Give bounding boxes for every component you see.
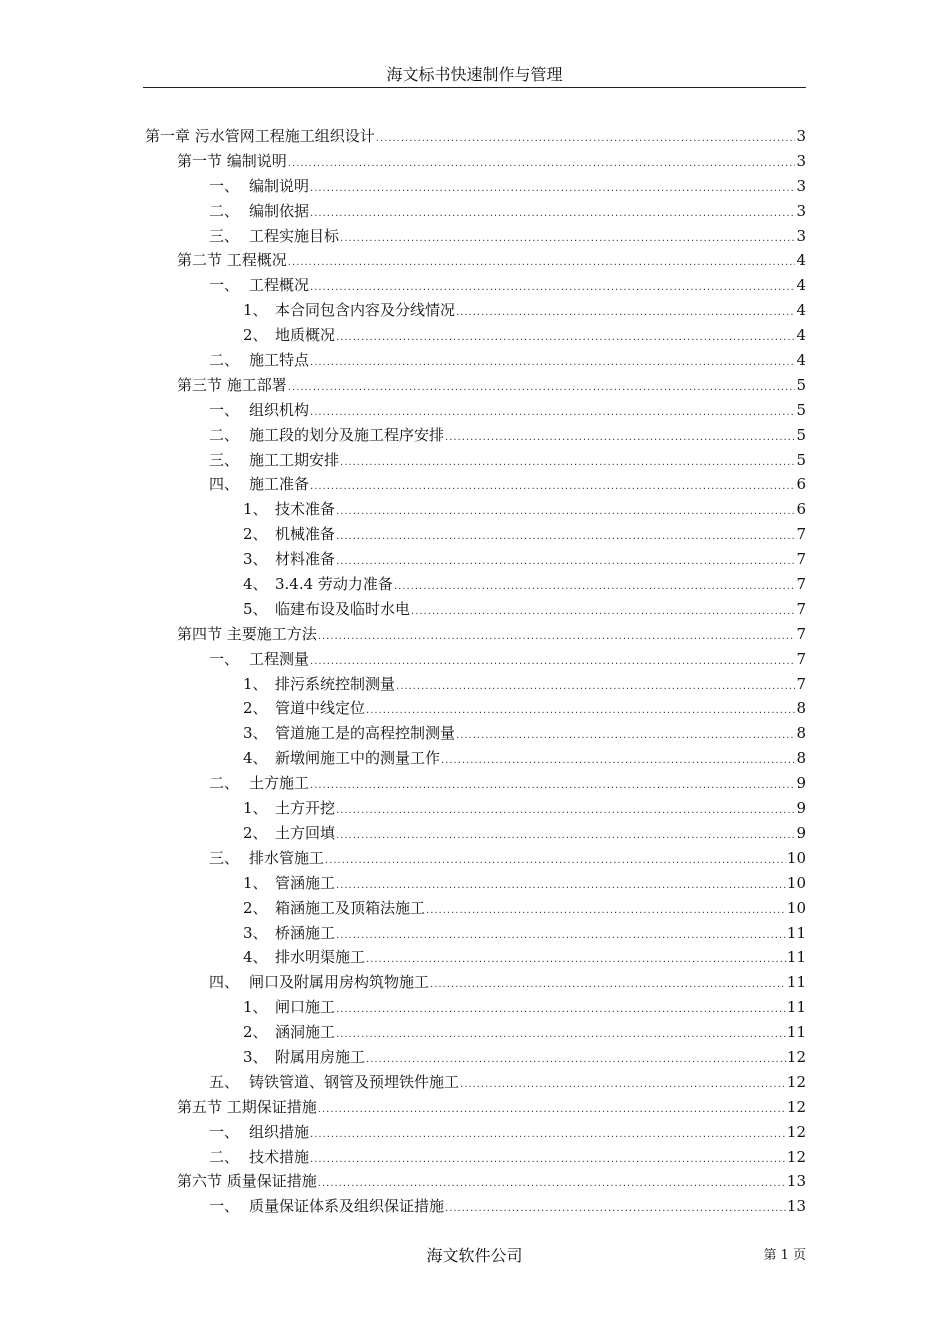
toc-entry-page: 13 — [786, 1172, 806, 1191]
toc-entry-page: 5 — [796, 425, 806, 444]
toc-entry-number: 一、 — [209, 1197, 240, 1216]
toc-entry-title: 编制依据 — [249, 201, 310, 220]
toc-entry-number: 四、 — [209, 475, 240, 494]
toc-entry[interactable] — [143, 746, 806, 771]
toc-entry-number: 2、 — [243, 326, 268, 345]
toc-entry-number: 五、 — [209, 1072, 240, 1091]
toc-dot-leader — [340, 451, 795, 476]
toc-dot-leader — [336, 824, 795, 849]
toc-entry[interactable] — [143, 896, 806, 921]
toc-entry-page: 7 — [796, 624, 806, 643]
toc-entry-title: 土方回填 — [275, 823, 336, 842]
toc-entry-page: 3 — [796, 201, 806, 220]
toc-dot-leader — [336, 1023, 786, 1048]
toc-entry-title: 组织措施 — [249, 1122, 310, 1141]
toc-entry-page: 6 — [796, 475, 806, 494]
toc-dot-leader — [456, 724, 795, 749]
toc-entry-page: 4 — [796, 351, 806, 370]
toc-entry[interactable] — [143, 273, 806, 298]
toc-entry-page: 12 — [786, 1147, 806, 1166]
toc-entry-page: 4 — [796, 301, 806, 320]
toc-dot-leader — [394, 575, 795, 600]
toc-dot-leader — [310, 202, 795, 227]
toc-entry[interactable] — [143, 149, 806, 174]
toc-dot-leader — [310, 1123, 786, 1148]
toc-entry-title: 土方开挖 — [275, 799, 336, 818]
toc-entry-page: 9 — [796, 823, 806, 842]
toc-entry-page: 8 — [796, 699, 806, 718]
toc-entry[interactable] — [143, 821, 806, 846]
toc-entry-title: 排水明渠施工 — [275, 948, 366, 967]
toc-entry-number: 2、 — [243, 898, 268, 917]
toc-entry-title: 第四节 主要施工方法 — [177, 624, 317, 643]
toc-entry[interactable] — [143, 174, 806, 199]
toc-dot-leader — [336, 998, 786, 1023]
toc-entry[interactable] — [143, 323, 806, 348]
toc-entry-title: 工程概况 — [249, 276, 310, 295]
toc-entry-number: 3、 — [243, 1047, 268, 1066]
page-header-title: 海文标书快速制作与管理 — [386, 65, 563, 84]
toc-entry[interactable] — [143, 1120, 806, 1145]
toc-entry-page: 9 — [796, 799, 806, 818]
footer-company: 海文软件公司 — [426, 1246, 523, 1265]
toc-entry-number: 三、 — [209, 848, 240, 867]
toc-entry[interactable] — [143, 970, 806, 995]
toc-entry-title: 机械准备 — [275, 525, 336, 544]
toc-entry-title: 管涵施工 — [275, 873, 336, 892]
toc-dot-leader — [445, 1197, 786, 1222]
toc-entry[interactable] — [143, 871, 806, 896]
toc-entry-number: 2、 — [243, 699, 268, 718]
toc-dot-leader — [336, 500, 795, 525]
toc-entry-page: 10 — [786, 848, 806, 867]
toc-entry[interactable] — [143, 622, 806, 647]
toc-entry-page: 4 — [796, 251, 806, 270]
toc-entry-number: 一、 — [209, 1122, 240, 1141]
toc-entry[interactable] — [143, 472, 806, 497]
toc-entry-page: 7 — [796, 575, 806, 594]
toc-entry-title: 新墩闸施工中的测量工作 — [275, 749, 441, 768]
toc-entry-page: 8 — [796, 724, 806, 743]
toc-entry[interactable] — [143, 199, 806, 224]
toc-entry-number: 1、 — [243, 799, 268, 818]
toc-entry-title: 第一节 编制说明 — [177, 151, 287, 170]
toc-dot-leader — [460, 1073, 786, 1098]
toc-entry-title: 施工准备 — [249, 475, 310, 494]
toc-entry-page: 3 — [796, 127, 806, 145]
toc-entry[interactable] — [143, 522, 806, 547]
toc-entry-title: 质量保证体系及组织保证措施 — [249, 1197, 445, 1216]
toc-entry-page: 5 — [796, 450, 806, 469]
toc-entry-page: 9 — [796, 774, 806, 793]
toc-entry-number: 四、 — [209, 973, 240, 992]
toc-entry-number: 1、 — [243, 500, 268, 519]
toc-entry-title: 第六节 质量保证措施 — [177, 1172, 317, 1191]
toc-entry[interactable] — [143, 298, 806, 323]
toc-entry[interactable] — [143, 373, 806, 398]
toc-dot-leader — [445, 426, 795, 451]
toc-entry-page: 5 — [796, 400, 806, 419]
toc-dot-leader — [288, 152, 795, 177]
toc-entry-number: 一、 — [209, 400, 240, 419]
toc-entry-title: 闸口及附属用房构筑物施工 — [249, 973, 430, 992]
toc-dot-leader — [318, 625, 795, 650]
toc-entry[interactable] — [143, 597, 806, 622]
toc-entry-number: 三、 — [209, 450, 240, 469]
toc-entry-title: 组织机构 — [249, 400, 310, 419]
toc-dot-leader — [430, 973, 786, 998]
toc-entry-number: 二、 — [209, 425, 240, 444]
toc-entry-number: 1、 — [243, 674, 268, 693]
toc-entry-number: 二、 — [209, 774, 240, 793]
toc-dot-leader — [336, 550, 795, 575]
toc-entry-title: 附属用房施工 — [275, 1047, 366, 1066]
toc-entry-title: 技术准备 — [275, 500, 336, 519]
toc-entry-page: 7 — [796, 599, 806, 618]
toc-entry[interactable] — [143, 696, 806, 721]
toc-entry-title: 编制说明 — [249, 176, 310, 195]
toc-dot-leader — [456, 301, 795, 326]
toc-entry[interactable] — [143, 1020, 806, 1045]
toc-entry-title: 桥涵施工 — [275, 923, 336, 942]
toc-entry-number: 3、 — [243, 550, 268, 569]
toc-entry-number: 三、 — [209, 226, 240, 245]
toc-dot-leader — [310, 1148, 786, 1173]
toc-entry-page: 11 — [786, 998, 806, 1017]
toc-dot-leader — [336, 525, 795, 550]
toc-entry-title: 第一章 污水管网工程施工组织设计 — [145, 127, 375, 145]
toc-entry-number: 一、 — [209, 276, 240, 295]
toc-entry-page: 10 — [786, 873, 806, 892]
toc-entry-number: 1、 — [243, 873, 268, 892]
toc-dot-leader — [310, 475, 795, 500]
toc-entry[interactable] — [143, 647, 806, 672]
toc-entry[interactable] — [143, 1045, 806, 1070]
toc-entry-page: 12 — [786, 1047, 806, 1066]
toc-entry-page: 12 — [786, 1097, 806, 1116]
toc-entry[interactable] — [143, 124, 806, 149]
toc-entry[interactable] — [143, 224, 806, 249]
toc-dot-leader — [288, 251, 795, 276]
toc-dot-leader — [336, 924, 786, 949]
toc-entry-number: 2、 — [243, 823, 268, 842]
toc-entry-page: 3 — [796, 176, 806, 195]
toc-entry-number: 二、 — [209, 351, 240, 370]
toc-entry-number: 3、 — [243, 923, 268, 942]
toc-dot-leader — [411, 600, 795, 625]
toc-entry-number: 一、 — [209, 649, 240, 668]
toc-dot-leader — [376, 127, 795, 152]
toc-entry[interactable] — [143, 721, 806, 746]
toc-entry[interactable] — [143, 1194, 806, 1219]
table-of-contents — [143, 124, 806, 1219]
toc-entry-title: 施工段的划分及施工程序安排 — [249, 425, 445, 444]
toc-entry[interactable] — [143, 497, 806, 522]
toc-entry-number: 二、 — [209, 1147, 240, 1166]
toc-entry[interactable] — [143, 945, 806, 970]
toc-entry-page: 11 — [786, 1023, 806, 1042]
toc-entry-page: 3 — [796, 151, 806, 170]
toc-dot-leader — [318, 1098, 786, 1123]
toc-entry-title: 工程实施目标 — [249, 226, 340, 245]
toc-entry[interactable] — [143, 423, 806, 448]
toc-dot-leader — [340, 227, 795, 252]
toc-dot-leader — [426, 899, 786, 924]
toc-dot-leader — [310, 774, 795, 799]
toc-entry-title: 土方施工 — [249, 774, 310, 793]
toc-entry-page: 12 — [786, 1122, 806, 1141]
toc-entry-page: 4 — [796, 326, 806, 345]
toc-entry-title: 地质概况 — [275, 326, 336, 345]
toc-dot-leader — [441, 749, 795, 774]
toc-entry-number: 3、 — [243, 724, 268, 743]
toc-entry-number: 2、 — [243, 1023, 268, 1042]
toc-entry-number: 5、 — [243, 599, 268, 618]
toc-dot-leader — [325, 849, 786, 874]
toc-entry[interactable] — [143, 771, 806, 796]
toc-entry-title: 闸口施工 — [275, 998, 336, 1017]
toc-entry-title: 材料准备 — [275, 550, 336, 569]
toc-entry-page: 4 — [796, 276, 806, 295]
toc-dot-leader — [336, 326, 795, 351]
toc-entry-page: 7 — [796, 649, 806, 668]
toc-entry-title: 第五节 工期保证措施 — [177, 1097, 317, 1116]
toc-entry-number: 1、 — [243, 301, 268, 320]
toc-entry-number: 二、 — [209, 201, 240, 220]
toc-entry-page: 11 — [786, 923, 806, 942]
toc-dot-leader — [310, 177, 795, 202]
toc-entry-title: 第三节 施工部署 — [177, 375, 287, 394]
footer-page-number: 第 1 页 — [763, 1248, 806, 1263]
toc-entry-page: 7 — [796, 525, 806, 544]
toc-entry[interactable] — [143, 1070, 806, 1095]
toc-entry-page: 5 — [796, 375, 806, 394]
toc-entry[interactable] — [143, 1169, 806, 1194]
toc-dot-leader — [336, 799, 795, 824]
toc-entry-page: 12 — [786, 1072, 806, 1091]
toc-entry[interactable] — [143, 796, 806, 821]
toc-entry-title: 涵洞施工 — [275, 1023, 336, 1042]
toc-entry-page: 7 — [796, 674, 806, 693]
toc-entry-title: 排污系统控制测量 — [275, 674, 396, 693]
toc-entry-page: 10 — [786, 898, 806, 917]
toc-entry[interactable] — [143, 921, 806, 946]
toc-entry[interactable] — [143, 348, 806, 373]
toc-entry-title: 排水管施工 — [249, 848, 325, 867]
header-divider — [143, 87, 806, 88]
toc-entry-title: 临建布设及临时水电 — [275, 599, 411, 618]
toc-entry-title: 工程测量 — [249, 649, 310, 668]
toc-entry-number: 4、 — [243, 948, 268, 967]
toc-entry-title: 技术措施 — [249, 1147, 310, 1166]
toc-entry-title: 管道施工是的高程控制测量 — [275, 724, 456, 743]
toc-entry-number: 一、 — [209, 176, 240, 195]
toc-entry-page: 7 — [796, 550, 806, 569]
toc-dot-leader — [288, 376, 795, 401]
toc-entry-page: 3 — [796, 226, 806, 245]
toc-entry-page: 8 — [796, 749, 806, 768]
toc-entry-page: 11 — [786, 948, 806, 967]
toc-entry-number: 2、 — [243, 525, 268, 544]
toc-entry-title: 施工特点 — [249, 351, 310, 370]
toc-entry-title: 箱涵施工及顶箱法施工 — [275, 898, 426, 917]
toc-entry-title: 本合同包含内容及分线情况 — [275, 301, 456, 320]
toc-dot-leader — [310, 351, 795, 376]
toc-entry-page: 6 — [796, 500, 806, 519]
toc-entry-page: 13 — [786, 1197, 806, 1216]
toc-entry-number: 4、 — [243, 575, 268, 594]
toc-entry[interactable] — [143, 398, 806, 423]
toc-entry[interactable] — [143, 995, 806, 1020]
toc-entry[interactable] — [143, 1095, 806, 1120]
toc-entry-number: 1、 — [243, 998, 268, 1017]
toc-entry-title: 铸铁管道、钢管及预埋铁件施工 — [249, 1072, 460, 1091]
toc-entry[interactable] — [143, 672, 806, 697]
toc-dot-leader — [396, 675, 795, 700]
toc-entry[interactable] — [143, 846, 806, 871]
toc-entry-title: 3.4.4 劳动力准备 — [275, 575, 393, 594]
toc-entry[interactable] — [143, 448, 806, 473]
toc-entry[interactable] — [143, 1145, 806, 1170]
toc-entry[interactable] — [143, 572, 806, 597]
toc-entry-page: 11 — [786, 973, 806, 992]
toc-entry[interactable] — [143, 248, 806, 273]
toc-entry-title: 施工工期安排 — [249, 450, 340, 469]
toc-entry[interactable] — [143, 547, 806, 572]
toc-entry-title: 第二节 工程概况 — [177, 251, 287, 270]
toc-entry-number: 4、 — [243, 749, 268, 768]
toc-entry-title: 管道中线定位 — [275, 699, 366, 718]
